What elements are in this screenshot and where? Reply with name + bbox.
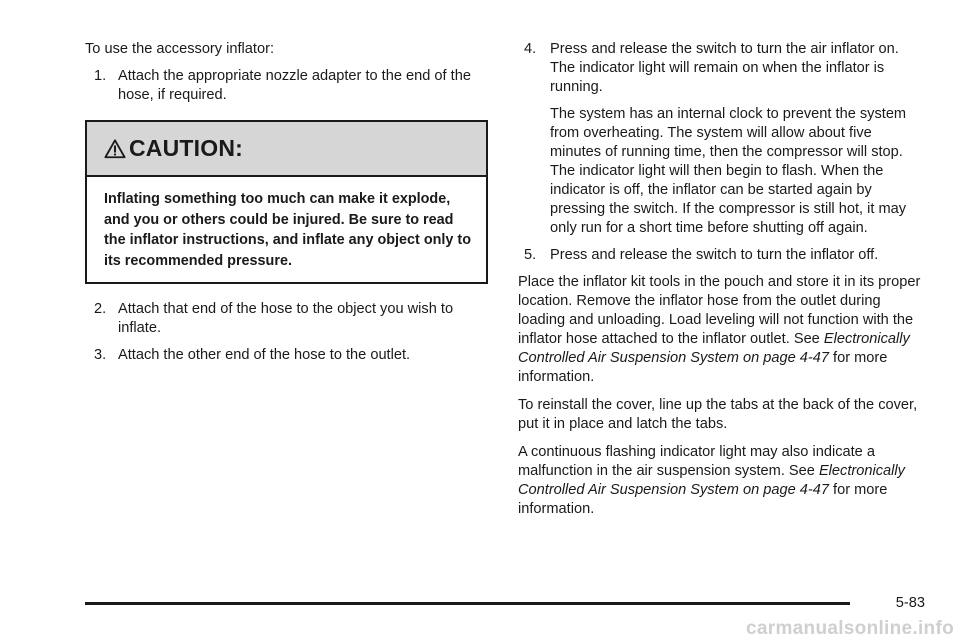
paragraph-text: Place the inflator kit tools in the pouch and store it in its proper location. Remove the inflator hose from the outlet during loading and unloading. Load leveling will not function with the inflator hose attached to the inflator outlet. See <box>518 274 921 347</box>
step-number: 5. <box>524 247 537 263</box>
left-column <box>85 40 488 373</box>
caution-header <box>87 122 486 177</box>
step-number: 4. <box>524 41 537 57</box>
paragraph-storage <box>518 273 923 387</box>
caution-box <box>85 120 488 284</box>
caution-text: Inflating something too much can make it explode, and you or others could be injured. Be sure to read the inflator instructions, and inflate any object only to its recommended pressure. <box>104 191 471 269</box>
step-4 <box>518 40 923 238</box>
warning-triangle-icon <box>104 138 126 160</box>
step-number: 3. <box>94 347 107 363</box>
right-column <box>518 40 923 528</box>
step-text: Press and release the switch to turn the inflator off. <box>550 247 879 263</box>
step-1 <box>85 67 488 105</box>
paragraph-indicator <box>518 443 923 519</box>
intro-text: To use the accessory inflator: <box>85 41 274 57</box>
paragraph-text: A continuous flashing indicator light may also indicate a malfunction in the air suspension system. See <box>518 444 875 479</box>
step-text: Attach the appropriate nozzle adapter to the end of the hose, if required. <box>118 68 471 103</box>
paragraph-text-end: for more information. <box>518 350 888 385</box>
step-5 <box>518 246 923 265</box>
footer-rule <box>85 602 850 605</box>
step-number: 2. <box>94 301 107 317</box>
step-number: 1. <box>94 68 107 84</box>
step-3 <box>85 346 488 365</box>
page-number: 5-83 <box>895 595 925 611</box>
step-note: The system has an internal clock to prevent the system from overheating. The system will allow about five minutes of running time, then the compressor will stop. The indicator light will then begin to flash. When the indicator is off, the inflator can be started again by pressing the switch. If the compressor is still hot, it may only run for a short time before shutting off again. <box>550 106 907 236</box>
step-text: Attach that end of the hose to the object you wish to inflate. <box>118 301 454 336</box>
watermark: carmanualsonline.info <box>746 618 954 639</box>
paragraph-cover: To reinstall the cover, line up the tabs at the back of the cover, put it in place and latch the tabs. <box>518 397 918 432</box>
cross-reference-link[interactable]: Electronically Controlled Air Suspension System on page 4-47 <box>518 331 910 366</box>
caution-title: CAUTION: <box>129 135 244 161</box>
cross-reference-link[interactable]: Electronically Controlled Air Suspension System on page 4-47 <box>518 463 905 498</box>
paragraph-text-end: for more information. <box>518 482 888 517</box>
step-2 <box>85 300 488 338</box>
step-text: Attach the other end of the hose to the outlet. <box>118 347 411 363</box>
step-text: Press and release the switch to turn the air inflator on. The indicator light will remain on when the inflator is running. <box>550 41 899 95</box>
